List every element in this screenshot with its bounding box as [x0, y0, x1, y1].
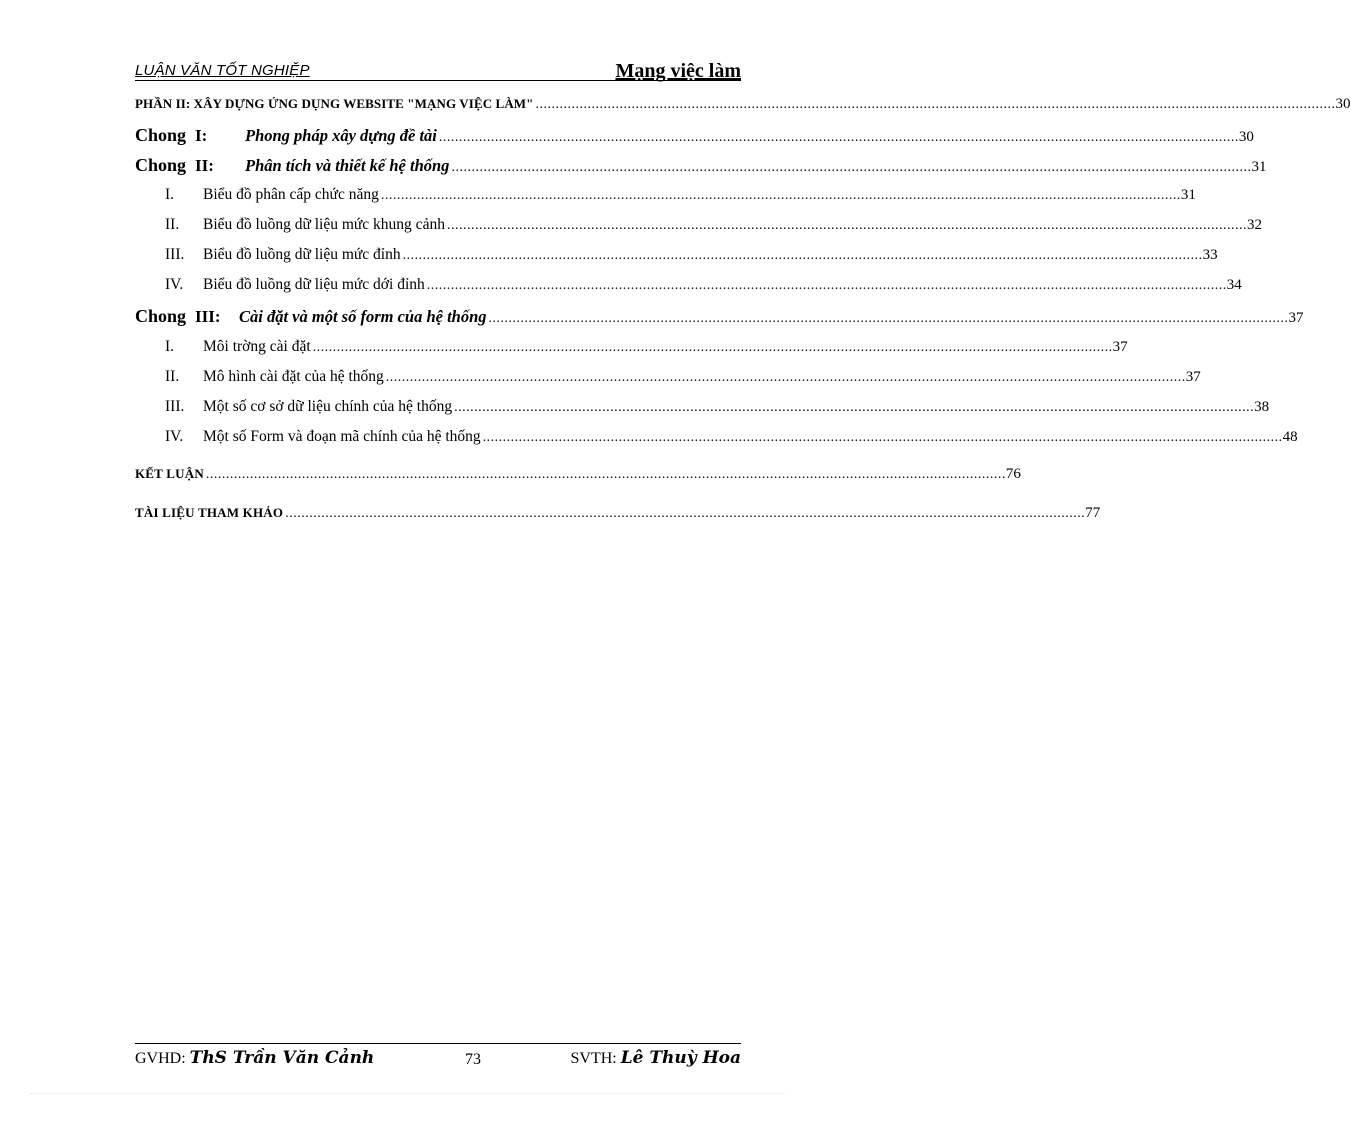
toc-leader-dots: ........................................................................................................................................................................................................ [446, 218, 1247, 233]
toc-section-entry[interactable] [135, 338, 1128, 356]
toc-leader-dots: ........................................................................................................................................................................................................ [402, 248, 1203, 263]
toc-section-number: III. [165, 246, 185, 263]
toc-section-number: II. [165, 216, 180, 233]
toc-chapter-number: I: [195, 126, 208, 145]
toc-section-title: Mô hình cài đặt của hệ thống [203, 368, 384, 385]
toc-leader-dots: ........................................................................................................................................................................................................ [312, 340, 1113, 355]
toc-leader-dots: ........................................................................................................................................................................................................ [205, 467, 1006, 482]
toc-page-number: 31 [1251, 159, 1267, 175]
toc-page-number: 30 [1335, 96, 1351, 112]
toc-conclusion-title: KẾT LUẬN [135, 466, 204, 481]
toc-page-number: 37 [1288, 310, 1304, 326]
toc-page-number: 37 [1112, 339, 1128, 355]
toc-leader-dots: ........................................................................................................................................................................................................ [426, 278, 1227, 293]
toc-page-number: 38 [1254, 399, 1270, 415]
toc-chapter-entry[interactable] [135, 125, 1254, 146]
footer-svth-label: SVTH: [570, 1050, 621, 1067]
toc-part-title: PHẦN II: XÂY DỰNG ỨNG DỤNG WEBSITE "MẠNG VIỆC LÀM" [135, 96, 534, 111]
toc-chapter-title: Phân tích và thiết kế hệ thống [245, 156, 450, 175]
page-edge-divider [30, 1093, 786, 1094]
toc-page-number: 33 [1202, 247, 1218, 263]
toc-section-title: Một số Form và đoạn mã chính của hệ thống [203, 428, 481, 445]
toc-section-entry[interactable] [135, 186, 1196, 204]
toc-section-number: IV. [165, 276, 184, 293]
toc-section-number: I. [165, 186, 175, 203]
toc-section-entry[interactable] [135, 216, 1262, 234]
header-topic-title: Mạng việc làm [615, 60, 741, 82]
toc-section-number: I. [165, 338, 175, 355]
toc-conclusion-entry[interactable] [135, 466, 1021, 483]
toc-section-number: II. [165, 368, 180, 385]
toc-leader-dots: ........................................................................................................................................................................................................ [438, 130, 1239, 145]
footer-supervisor-name: ThS Trần Văn Cảnh [189, 1048, 375, 1068]
toc-chapter-entry[interactable] [135, 155, 1267, 176]
toc-references-title: TÀI LIỆU THAM KHẢO [135, 505, 284, 520]
toc-page-number: 32 [1246, 217, 1262, 233]
toc-page-number: 76 [1005, 466, 1021, 482]
toc-section-title: Biểu đồ luồng dữ liệu mức dới đỉnh [203, 276, 425, 293]
header-thesis-label: LUẬN VĂN TỐT NGHIỆP [135, 62, 310, 79]
toc-chapter-number: III: [195, 307, 221, 326]
toc-section-entry[interactable] [135, 398, 1270, 416]
footer-page-number: 73 [465, 1051, 481, 1068]
toc-chapter-word: Chong [135, 306, 187, 326]
toc-leader-dots: ........................................................................................................................................................................................................ [451, 160, 1252, 175]
footer-student [570, 1048, 741, 1068]
toc-section-number: III. [165, 398, 185, 415]
toc-section-entry[interactable] [135, 276, 1242, 294]
toc-section-title: Môi trờng cài đặt [203, 338, 311, 355]
footer-supervisor [135, 1048, 374, 1068]
toc-leader-dots: ........................................................................................................................................................................................................ [488, 311, 1289, 326]
toc-leader-dots: ........................................................................................................................................................................................................ [385, 370, 1186, 385]
toc-leader-dots: ........................................................................................................................................................................................................ [454, 400, 1255, 415]
toc-page-number: 77 [1085, 505, 1101, 521]
toc-chapter-title: Cài đặt và một số form của hệ thống [239, 307, 487, 326]
toc-leader-dots: ........................................................................................................................................................................................................ [380, 188, 1181, 203]
toc-chapter-word: Chong [135, 125, 187, 145]
footer-student-name: Lê Thuỳ Hoa [620, 1048, 741, 1068]
toc-section-entry[interactable] [135, 428, 1298, 446]
toc-leader-dots: ........................................................................................................................................................................................................ [535, 97, 1336, 112]
toc-section-title: Biểu đồ luồng dữ liệu mức đỉnh [203, 246, 401, 263]
toc-page-number: 31 [1180, 187, 1196, 203]
toc-part-entry[interactable] [135, 96, 1351, 113]
page-header [135, 58, 741, 81]
toc-section-number: IV. [165, 428, 184, 445]
toc-references-entry[interactable] [135, 505, 1101, 522]
page-footer [135, 1043, 741, 1074]
toc-section-title: Biểu đồ luồng dữ liệu mức khung cảnh [203, 216, 445, 233]
toc-section-title: Một số cơ sở dữ liệu chính của hệ thống [203, 398, 453, 415]
toc-leader-dots: ........................................................................................................................................................................................................ [482, 430, 1283, 445]
toc-chapter-entry[interactable] [135, 306, 1304, 327]
toc-chapter-word: Chong [135, 155, 187, 175]
toc-page-number: 34 [1226, 277, 1242, 293]
toc-page-number: 48 [1282, 429, 1298, 445]
toc-leader-dots: ........................................................................................................................................................................................................ [285, 506, 1086, 521]
toc-chapter-number: II: [195, 156, 214, 175]
toc-section-entry[interactable] [135, 368, 1201, 386]
toc-section-entry[interactable] [135, 246, 1218, 264]
toc-page-number: 30 [1238, 129, 1254, 145]
toc-section-title: Biểu đồ phân cấp chức năng [203, 186, 379, 203]
toc-chapter-title: Phong pháp xây dựng đề tài [245, 126, 437, 145]
toc-page-number: 37 [1185, 369, 1201, 385]
footer-gvhd-label: GVHD: [135, 1050, 190, 1067]
